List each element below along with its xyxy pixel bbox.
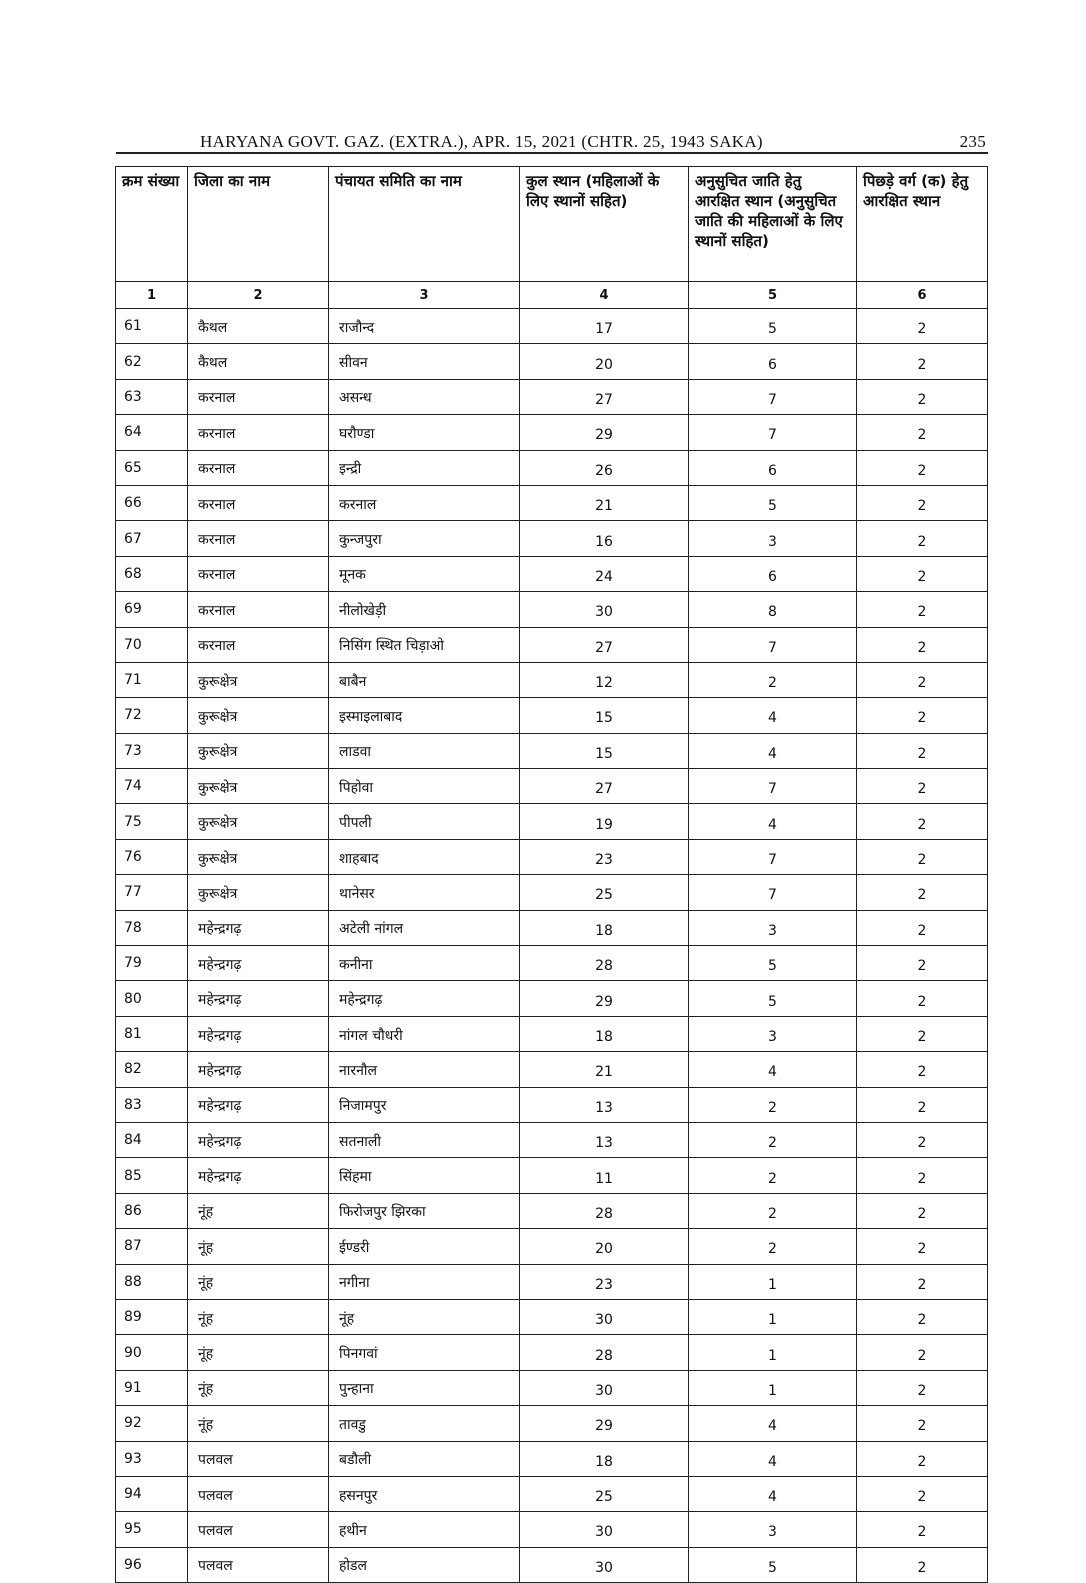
sc-reserved-seats-cell: 6: [689, 556, 857, 591]
serial-number-cell: 75: [116, 804, 188, 839]
total-seats-cell: 29: [520, 415, 689, 450]
bc-a-reserved-seats-cell: 2: [857, 1229, 988, 1264]
serial-number-cell: 73: [116, 733, 188, 768]
bc-a-reserved-seats-cell: 2: [857, 1335, 988, 1370]
sc-reserved-seats-cell: 3: [689, 521, 857, 556]
column-header: अनुसुचित जाति हेतु आरक्षित स्थान (अनुसुचित जाति की महिलाओं के लिए स्थानों सहित): [689, 167, 857, 282]
serial-number-cell: 93: [116, 1441, 188, 1476]
column-number: 5: [689, 282, 857, 309]
panchayat-samiti-cell: पीपली: [329, 804, 520, 839]
bc-a-reserved-seats-cell: 2: [857, 769, 988, 804]
bc-a-reserved-seats-cell: 2: [857, 485, 988, 520]
sc-reserved-seats-cell: 4: [689, 1052, 857, 1087]
serial-number-cell: 65: [116, 450, 188, 485]
total-seats-cell: 27: [520, 379, 689, 414]
sc-reserved-seats-cell: 7: [689, 875, 857, 910]
panchayat-samiti-cell: हथीन: [329, 1512, 520, 1547]
sc-reserved-seats-cell: 3: [689, 1512, 857, 1547]
total-seats-cell: 18: [520, 1016, 689, 1051]
panchayat-samiti-cell: नूंह: [329, 1299, 520, 1334]
sc-reserved-seats-cell: 5: [689, 1547, 857, 1582]
table-row: [116, 1087, 988, 1122]
column-header: पंचायत समिति का नाम: [329, 167, 520, 282]
bc-a-reserved-seats-cell: 2: [857, 1087, 988, 1122]
total-seats-cell: 25: [520, 875, 689, 910]
table-row: [116, 839, 988, 874]
total-seats-cell: 30: [520, 1370, 689, 1405]
total-seats-cell: 26: [520, 450, 689, 485]
total-seats-cell: 18: [520, 1441, 689, 1476]
serial-number-cell: 74: [116, 769, 188, 804]
bc-a-reserved-seats-cell: 2: [857, 910, 988, 945]
sc-reserved-seats-cell: 4: [689, 733, 857, 768]
bc-a-reserved-seats-cell: 2: [857, 627, 988, 662]
bc-a-reserved-seats-cell: 2: [857, 1441, 988, 1476]
total-seats-cell: 28: [520, 1335, 689, 1370]
panchayat-samiti-cell: राजौन्द: [329, 309, 520, 344]
sc-reserved-seats-cell: 1: [689, 1299, 857, 1334]
serial-number-cell: 82: [116, 1052, 188, 1087]
total-seats-cell: 27: [520, 627, 689, 662]
district-name-cell: महेन्द्रगढ़: [188, 946, 329, 981]
district-name-cell: पलवल: [188, 1476, 329, 1511]
sc-reserved-seats-cell: 5: [689, 946, 857, 981]
district-name-cell: कुरूक्षेत्र: [188, 698, 329, 733]
district-name-cell: करनाल: [188, 485, 329, 520]
district-name-cell: नूंह: [188, 1335, 329, 1370]
column-number: 4: [520, 282, 689, 309]
sc-reserved-seats-cell: 7: [689, 769, 857, 804]
bc-a-reserved-seats-cell: 2: [857, 733, 988, 768]
sc-reserved-seats-cell: 7: [689, 839, 857, 874]
serial-number-cell: 71: [116, 662, 188, 697]
panchayat-samiti-cell: करनाल: [329, 485, 520, 520]
column-number-row: [116, 282, 988, 309]
total-seats-cell: 16: [520, 521, 689, 556]
bc-a-reserved-seats-cell: 2: [857, 839, 988, 874]
bc-a-reserved-seats-cell: 2: [857, 415, 988, 450]
total-seats-cell: 15: [520, 733, 689, 768]
panchayat-samiti-cell: हसनपुर: [329, 1476, 520, 1511]
bc-a-reserved-seats-cell: 2: [857, 1476, 988, 1511]
serial-number-cell: 77: [116, 875, 188, 910]
table-row: [116, 1441, 988, 1476]
sc-reserved-seats-cell: 6: [689, 344, 857, 379]
sc-reserved-seats-cell: 3: [689, 1016, 857, 1051]
panchayat-samiti-cell: इस्माइलाबाद: [329, 698, 520, 733]
table-row: [116, 1406, 988, 1441]
table-row: [116, 1122, 988, 1157]
bc-a-reserved-seats-cell: 2: [857, 698, 988, 733]
district-name-cell: नूंह: [188, 1264, 329, 1299]
sc-reserved-seats-cell: 5: [689, 981, 857, 1016]
table-row: [116, 1299, 988, 1334]
panchayat-samiti-cell: होडल: [329, 1547, 520, 1582]
sc-reserved-seats-cell: 1: [689, 1335, 857, 1370]
table-row: [116, 1547, 988, 1582]
bc-a-reserved-seats-cell: 2: [857, 1547, 988, 1582]
district-name-cell: कुरूक्षेत्र: [188, 733, 329, 768]
total-seats-cell: 29: [520, 981, 689, 1016]
bc-a-reserved-seats-cell: 2: [857, 592, 988, 627]
table-row: [116, 485, 988, 520]
serial-number-cell: 80: [116, 981, 188, 1016]
panchayat-samiti-cell: ईण्डरी: [329, 1229, 520, 1264]
table-row: [116, 981, 988, 1016]
district-name-cell: कैथल: [188, 344, 329, 379]
table-row: [116, 1370, 988, 1405]
panchayat-samiti-cell: निसिंग स्थित चिड़ाओ: [329, 627, 520, 662]
total-seats-cell: 24: [520, 556, 689, 591]
sc-reserved-seats-cell: 2: [689, 1087, 857, 1122]
district-name-cell: करनाल: [188, 450, 329, 485]
serial-number-cell: 90: [116, 1335, 188, 1370]
page-number: 235: [959, 132, 986, 151]
serial-number-cell: 94: [116, 1476, 188, 1511]
bc-a-reserved-seats-cell: 2: [857, 521, 988, 556]
panchayat-samiti-cell: पिनगवां: [329, 1335, 520, 1370]
serial-number-cell: 81: [116, 1016, 188, 1051]
total-seats-cell: 13: [520, 1087, 689, 1122]
table-row: [116, 1052, 988, 1087]
total-seats-cell: 30: [520, 1547, 689, 1582]
panchayat-samiti-cell: तावडु: [329, 1406, 520, 1441]
bc-a-reserved-seats-cell: 2: [857, 1122, 988, 1157]
total-seats-cell: 28: [520, 1193, 689, 1228]
table-row: [116, 379, 988, 414]
table-row: [116, 1476, 988, 1511]
bc-a-reserved-seats-cell: 2: [857, 1052, 988, 1087]
district-name-cell: महेन्द्रगढ़: [188, 1016, 329, 1051]
district-name-cell: कुरूक्षेत्र: [188, 769, 329, 804]
table-row: [116, 521, 988, 556]
sc-reserved-seats-cell: 7: [689, 627, 857, 662]
table-row: [116, 309, 988, 344]
panchayat-samiti-cell: सतनाली: [329, 1122, 520, 1157]
panchayat-samiti-cell: नारनौल: [329, 1052, 520, 1087]
table-body: [116, 309, 988, 1583]
bc-a-reserved-seats-cell: 2: [857, 379, 988, 414]
serial-number-cell: 63: [116, 379, 188, 414]
sc-reserved-seats-cell: 8: [689, 592, 857, 627]
district-name-cell: नूंह: [188, 1406, 329, 1441]
total-seats-cell: 27: [520, 769, 689, 804]
panchayat-samiti-cell: लाडवा: [329, 733, 520, 768]
district-name-cell: करनाल: [188, 379, 329, 414]
panchayat-samiti-cell: असन्ध: [329, 379, 520, 414]
total-seats-cell: 11: [520, 1158, 689, 1193]
column-number: 6: [857, 282, 988, 309]
sc-reserved-seats-cell: 3: [689, 910, 857, 945]
panchayat-samiti-cell: घरौण्डा: [329, 415, 520, 450]
total-seats-cell: 30: [520, 592, 689, 627]
serial-number-cell: 64: [116, 415, 188, 450]
panchayat-samiti-cell: फिरोजपुर झिरका: [329, 1193, 520, 1228]
sc-reserved-seats-cell: 4: [689, 804, 857, 839]
district-name-cell: कैथल: [188, 309, 329, 344]
bc-a-reserved-seats-cell: 2: [857, 981, 988, 1016]
table-row: [116, 592, 988, 627]
panchayat-samiti-cell: कुन्जपुरा: [329, 521, 520, 556]
serial-number-cell: 84: [116, 1122, 188, 1157]
panchayat-samiti-cell: सीवन: [329, 344, 520, 379]
total-seats-cell: 12: [520, 662, 689, 697]
district-name-cell: कुरूक्षेत्र: [188, 662, 329, 697]
district-name-cell: करनाल: [188, 521, 329, 556]
panchayat-samiti-cell: कनीना: [329, 946, 520, 981]
bc-a-reserved-seats-cell: 2: [857, 1264, 988, 1299]
bc-a-reserved-seats-cell: 2: [857, 875, 988, 910]
panchayat-samiti-cell: बाबैन: [329, 662, 520, 697]
table-row: [116, 910, 988, 945]
serial-number-cell: 76: [116, 839, 188, 874]
serial-number-cell: 95: [116, 1512, 188, 1547]
total-seats-cell: 30: [520, 1512, 689, 1547]
sc-reserved-seats-cell: 4: [689, 1441, 857, 1476]
sc-reserved-seats-cell: 7: [689, 379, 857, 414]
column-number: 1: [116, 282, 188, 309]
table-row: [116, 1335, 988, 1370]
page-header: [116, 128, 988, 152]
panchayat-samiti-cell: शाहबाद: [329, 839, 520, 874]
sc-reserved-seats-cell: 2: [689, 1193, 857, 1228]
total-seats-cell: 18: [520, 910, 689, 945]
district-name-cell: महेन्द्रगढ़: [188, 981, 329, 1016]
district-name-cell: नूंह: [188, 1193, 329, 1228]
reservation-table: [115, 166, 988, 1583]
total-seats-cell: 21: [520, 485, 689, 520]
serial-number-cell: 72: [116, 698, 188, 733]
panchayat-samiti-cell: नीलोखेड़ी: [329, 592, 520, 627]
total-seats-cell: 25: [520, 1476, 689, 1511]
total-seats-cell: 19: [520, 804, 689, 839]
bc-a-reserved-seats-cell: 2: [857, 1512, 988, 1547]
table-row: [116, 1193, 988, 1228]
table-row: [116, 1229, 988, 1264]
header-rule: [116, 152, 988, 154]
table-row: [116, 946, 988, 981]
panchayat-samiti-cell: मूनक: [329, 556, 520, 591]
table-row: [116, 415, 988, 450]
bc-a-reserved-seats-cell: 2: [857, 1193, 988, 1228]
panchayat-samiti-cell: थानेसर: [329, 875, 520, 910]
panchayat-samiti-cell: महेन्द्रगढ़: [329, 981, 520, 1016]
total-seats-cell: 20: [520, 1229, 689, 1264]
column-header-row: [116, 167, 988, 282]
table-row: [116, 1512, 988, 1547]
district-name-cell: करनाल: [188, 415, 329, 450]
column-number: 3: [329, 282, 520, 309]
column-header: पिछड़े वर्ग (क) हेतु आरक्षित स्थान: [857, 167, 988, 282]
bc-a-reserved-seats-cell: 2: [857, 309, 988, 344]
serial-number-cell: 85: [116, 1158, 188, 1193]
sc-reserved-seats-cell: 2: [689, 1122, 857, 1157]
table-row: [116, 804, 988, 839]
serial-number-cell: 89: [116, 1299, 188, 1334]
bc-a-reserved-seats-cell: 2: [857, 662, 988, 697]
district-name-cell: करनाल: [188, 556, 329, 591]
serial-number-cell: 79: [116, 946, 188, 981]
sc-reserved-seats-cell: 4: [689, 1406, 857, 1441]
column-header: क्रम संख्या: [116, 167, 188, 282]
table-row: [116, 662, 988, 697]
panchayat-samiti-cell: अटेली नांगल: [329, 910, 520, 945]
sc-reserved-seats-cell: 5: [689, 485, 857, 520]
district-name-cell: महेन्द्रगढ़: [188, 910, 329, 945]
sc-reserved-seats-cell: 2: [689, 1229, 857, 1264]
sc-reserved-seats-cell: 4: [689, 1476, 857, 1511]
district-name-cell: कुरूक्षेत्र: [188, 875, 329, 910]
total-seats-cell: 23: [520, 839, 689, 874]
table-row: [116, 1264, 988, 1299]
sc-reserved-seats-cell: 7: [689, 415, 857, 450]
bc-a-reserved-seats-cell: 2: [857, 1016, 988, 1051]
table-row: [116, 627, 988, 662]
district-name-cell: महेन्द्रगढ़: [188, 1158, 329, 1193]
district-name-cell: कुरूक्षेत्र: [188, 839, 329, 874]
bc-a-reserved-seats-cell: 2: [857, 556, 988, 591]
district-name-cell: महेन्द्रगढ़: [188, 1122, 329, 1157]
table-row: [116, 698, 988, 733]
serial-number-cell: 91: [116, 1370, 188, 1405]
panchayat-samiti-cell: सिंहमा: [329, 1158, 520, 1193]
serial-number-cell: 68: [116, 556, 188, 591]
panchayat-samiti-cell: पिहोवा: [329, 769, 520, 804]
serial-number-cell: 88: [116, 1264, 188, 1299]
serial-number-cell: 86: [116, 1193, 188, 1228]
table-row: [116, 1158, 988, 1193]
serial-number-cell: 70: [116, 627, 188, 662]
column-header: कुल स्थान (महिलाओं के लिए स्थानों सहित): [520, 167, 689, 282]
gazette-reference: HARYANA GOVT. GAZ. (EXTRA.), APR. 15, 2021 (CHTR. 25, 1943 SAKA): [200, 132, 763, 151]
table-row: [116, 875, 988, 910]
total-seats-cell: 20: [520, 344, 689, 379]
total-seats-cell: 30: [520, 1299, 689, 1334]
serial-number-cell: 61: [116, 309, 188, 344]
bc-a-reserved-seats-cell: 2: [857, 450, 988, 485]
serial-number-cell: 78: [116, 910, 188, 945]
table-row: [116, 450, 988, 485]
district-name-cell: पलवल: [188, 1547, 329, 1582]
panchayat-samiti-cell: निजामपुर: [329, 1087, 520, 1122]
table-row: [116, 769, 988, 804]
panchayat-samiti-cell: इन्द्री: [329, 450, 520, 485]
district-name-cell: महेन्द्रगढ़: [188, 1087, 329, 1122]
table-row: [116, 344, 988, 379]
total-seats-cell: 17: [520, 309, 689, 344]
column-header: जिला का नाम: [188, 167, 329, 282]
serial-number-cell: 83: [116, 1087, 188, 1122]
district-name-cell: कुरूक्षेत्र: [188, 804, 329, 839]
table-row: [116, 1016, 988, 1051]
serial-number-cell: 67: [116, 521, 188, 556]
table-row: [116, 556, 988, 591]
sc-reserved-seats-cell: 1: [689, 1370, 857, 1405]
district-name-cell: करनाल: [188, 627, 329, 662]
table-row: [116, 733, 988, 768]
panchayat-samiti-cell: नांगल चौधरी: [329, 1016, 520, 1051]
bc-a-reserved-seats-cell: 2: [857, 946, 988, 981]
bc-a-reserved-seats-cell: 2: [857, 1406, 988, 1441]
sc-reserved-seats-cell: 5: [689, 309, 857, 344]
district-name-cell: नूंह: [188, 1370, 329, 1405]
district-name-cell: नूंह: [188, 1229, 329, 1264]
total-seats-cell: 21: [520, 1052, 689, 1087]
column-number: 2: [188, 282, 329, 309]
sc-reserved-seats-cell: 2: [689, 1158, 857, 1193]
district-name-cell: करनाल: [188, 592, 329, 627]
panchayat-samiti-cell: बडौली: [329, 1441, 520, 1476]
bc-a-reserved-seats-cell: 2: [857, 1299, 988, 1334]
serial-number-cell: 69: [116, 592, 188, 627]
sc-reserved-seats-cell: 1: [689, 1264, 857, 1299]
district-name-cell: पलवल: [188, 1512, 329, 1547]
sc-reserved-seats-cell: 6: [689, 450, 857, 485]
district-name-cell: महेन्द्रगढ़: [188, 1052, 329, 1087]
bc-a-reserved-seats-cell: 2: [857, 344, 988, 379]
district-name-cell: पलवल: [188, 1441, 329, 1476]
serial-number-cell: 66: [116, 485, 188, 520]
bc-a-reserved-seats-cell: 2: [857, 1370, 988, 1405]
serial-number-cell: 96: [116, 1547, 188, 1582]
bc-a-reserved-seats-cell: 2: [857, 1158, 988, 1193]
district-name-cell: नूंह: [188, 1299, 329, 1334]
serial-number-cell: 62: [116, 344, 188, 379]
bc-a-reserved-seats-cell: 2: [857, 804, 988, 839]
total-seats-cell: 13: [520, 1122, 689, 1157]
sc-reserved-seats-cell: 4: [689, 698, 857, 733]
serial-number-cell: 87: [116, 1229, 188, 1264]
total-seats-cell: 15: [520, 698, 689, 733]
total-seats-cell: 29: [520, 1406, 689, 1441]
total-seats-cell: 23: [520, 1264, 689, 1299]
panchayat-samiti-cell: पुन्हाना: [329, 1370, 520, 1405]
panchayat-samiti-cell: नगीना: [329, 1264, 520, 1299]
serial-number-cell: 92: [116, 1406, 188, 1441]
sc-reserved-seats-cell: 2: [689, 662, 857, 697]
total-seats-cell: 28: [520, 946, 689, 981]
